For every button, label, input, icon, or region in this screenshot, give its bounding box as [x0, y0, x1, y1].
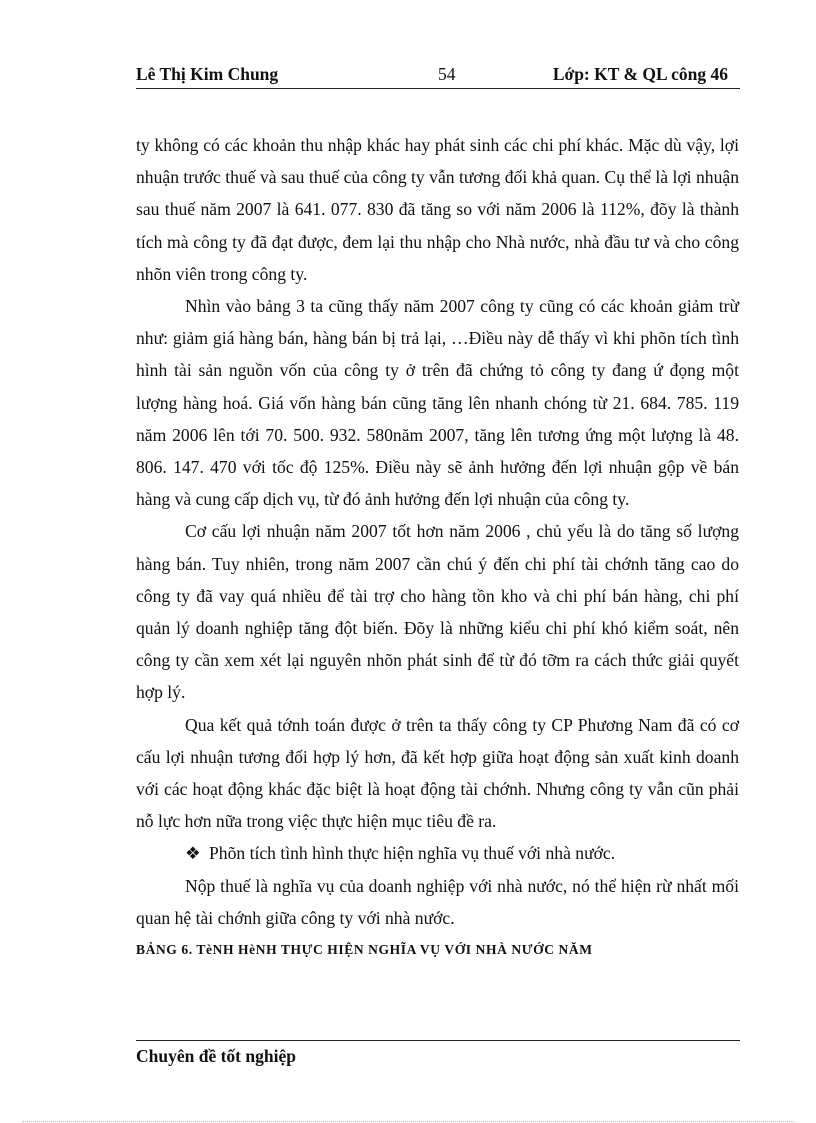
- document-body: [136, 129, 739, 966]
- page-number: 54: [438, 64, 456, 84]
- page-header: [136, 62, 740, 89]
- page-footer: [136, 1040, 740, 1067]
- paragraph: Nhìn vào bảng 3 ta cũng thấy năm 2007 công ty cũng có các khoản giảm trừ như: giảm giá hàng bán, hàng bán bị trả lại, …Điều này dễ thấy vì khi phõn tích tình hình tài sản nguồn vốn của công ty ở trên đã chứng tỏ công ty đang ứ đọng một lượng hàng hoá. Giá vốn hàng bán cũng tăng lên nhanh chóng từ 21. 684. 785. 119 năm 2006 lên tới 70. 500. 932. 580năm 2007, tăng lên tương ứng một lượng là 48. 806. 147. 470 với tốc độ 125%. Điều này sẽ ảnh hưởng đến lợi nhuận gộp về bán hàng và cung cấp dịch vụ, từ đó ảnh hưởng đến lợi nhuận của công ty.: [136, 296, 739, 510]
- header-author: Lê Thị Kim Chung: [136, 64, 279, 84]
- header-class: Lớp: KT & QL công 46: [552, 64, 728, 84]
- diamond-bullet-icon: ❖: [185, 843, 201, 864]
- paragraph: Qua kết quả tớnh toán được ở trên ta thấy công ty CP Phương Nam đã có cơ cấu lợi nhuận tương đối hợp lý hơn, đã kết hợp giữa hoạt động sản xuất kinh doanh với các hoạt động khác đặc biệt là hoạt động tài chớnh. Nhưng công ty vẫn cũn phải nỗ lực hơn nữa trong việc thực hiện mục tiêu đề ra.: [136, 714, 739, 832]
- paragraph: ty không có các khoản thu nhập khác hay phát sinh các chi phí khác. Mặc dù vậy, lợi nhuận trước thuế và sau thuế của công ty vẫn tương đối khả quan. Cụ thể là lợi nhuận sau thuế năm 2007 là 641. 077. 830 đã tăng so với năm 2006 là 112%, đõy là thành tích mà công ty đã đạt được, đem lại thu nhập cho Nhà nước, nhà đầu tư và cho công nhõn viên trong công ty.: [136, 135, 739, 284]
- paragraph: Nộp thuế là nghĩa vụ của doanh nghiệp với nhà nước, nó thể hiện rừ nhất mối quan hệ tài chớnh giữa công ty với nhà nước.: [136, 875, 739, 928]
- bullet-text: Phõn tích tình hình thực hiện nghĩa vụ thuế với nhà nước.: [209, 843, 616, 864]
- paragraph: Cơ cấu lợi nhuận năm 2007 tốt hơn năm 2006 , chủ yếu là do tăng số lượng hàng bán. Tuy nhiên, trong năm 2007 cần chú ý đến chi phí tài chớnh tăng cao do công ty đã vay quá nhiều để tài trợ cho hàng tồn kho và chi phí bán hàng, chi phí quản lý doanh nghiệp tăng đột biến. Đõy là những kiểu chi phí khó kiểm soát, nên công ty cần xem xét lại nguyên nhõn phát sinh để từ đó tỡm ra cách thức giải quyết hợp lý.: [136, 521, 739, 703]
- page-edge-divider: [22, 1121, 794, 1122]
- table-title: BẢNG 6. TèNH HèNH THỰC HIỆN NGHĨA VỤ VỚI NHÀ NƯỚC NĂM: [136, 942, 593, 958]
- footer-label: Chuyên đề tốt nghiệp: [136, 1046, 296, 1066]
- bullet-item: [136, 837, 739, 869]
